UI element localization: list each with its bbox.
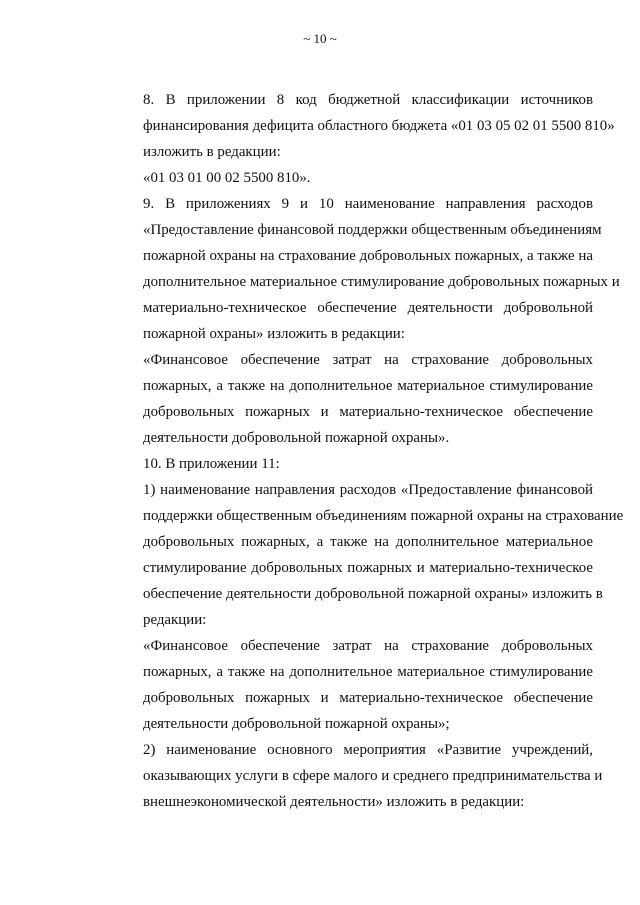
text-line: стимулирование добровольных пожарных и материально-техническое [143,560,593,576]
text-line: «Финансовое обеспечение затрат на страхование добровольных [143,352,593,368]
paragraph-9 [104,191,620,347]
text-line: 8. В приложении 8 код бюджетной классификации источников [143,92,593,108]
text-line: изложить в редакции: [143,144,281,160]
paragraph-10 [104,451,593,477]
paragraph-10-2 [104,737,603,815]
text-line: пожарных, а также на дополнительное материальное стимулирование [143,378,593,394]
text-line: внешнеэкономической деятельности» изложить в редакции: [143,794,525,810]
document-body [104,87,624,815]
text-line: деятельности добровольной пожарной охраны». [143,430,450,446]
paragraph-9-quote [104,347,593,451]
paragraph-8-code [104,165,593,191]
text-line: материально-техническое обеспечение деятельности добровольной [143,300,593,316]
text-line: добровольных пожарных и материально-техническое обеспечение [143,690,593,706]
text-line: добровольных пожарных, а также на дополнительное материальное [143,534,593,550]
text-line: оказывающих услуги в сфере малого и среднего предпринимательства и [143,768,603,784]
text-line: «Предоставление финансовой поддержки общественным объединениям [143,222,602,238]
page-number: ~ 10 ~ [303,31,337,46]
text-line: обеспечение деятельности добровольной пожарной охраны» изложить в [143,586,603,602]
paragraph-10-1-quote [104,633,593,737]
text-line: редакции: [143,612,207,628]
text-line: 9. В приложениях 9 и 10 наименование направления расходов [143,196,593,212]
text-line: пожарной охраны на страхование добровольных пожарных, а также на [143,248,593,264]
text-line: пожарной охраны» изложить в редакции: [143,326,405,342]
text-line: «Финансовое обеспечение затрат на страхование добровольных [143,638,593,654]
paragraph-10-1 [104,477,624,633]
paragraph-8 [104,87,615,165]
text-line: дополнительное материальное стимулирование добровольных пожарных и [143,274,620,290]
text-line: 10. В приложении 11: [143,456,280,472]
text-line: «01 03 01 00 02 5500 810». [143,170,311,186]
text-line: поддержки общественным объединениям пожарной охраны на страхование [143,508,624,524]
text-line: 1) наименование направления расходов «Предоставление финансовой [143,482,593,498]
text-line: добровольных пожарных и материально-техническое обеспечение [143,404,593,420]
text-line: пожарных, а также на дополнительное материальное стимулирование [143,664,593,680]
text-line: финансирования дефицита областного бюджета «01 03 05 02 01 5500 810» [143,118,615,134]
text-line: деятельности добровольной пожарной охраны»; [143,716,450,732]
text-line: 2) наименование основного мероприятия «Развитие учреждений, [143,742,593,758]
